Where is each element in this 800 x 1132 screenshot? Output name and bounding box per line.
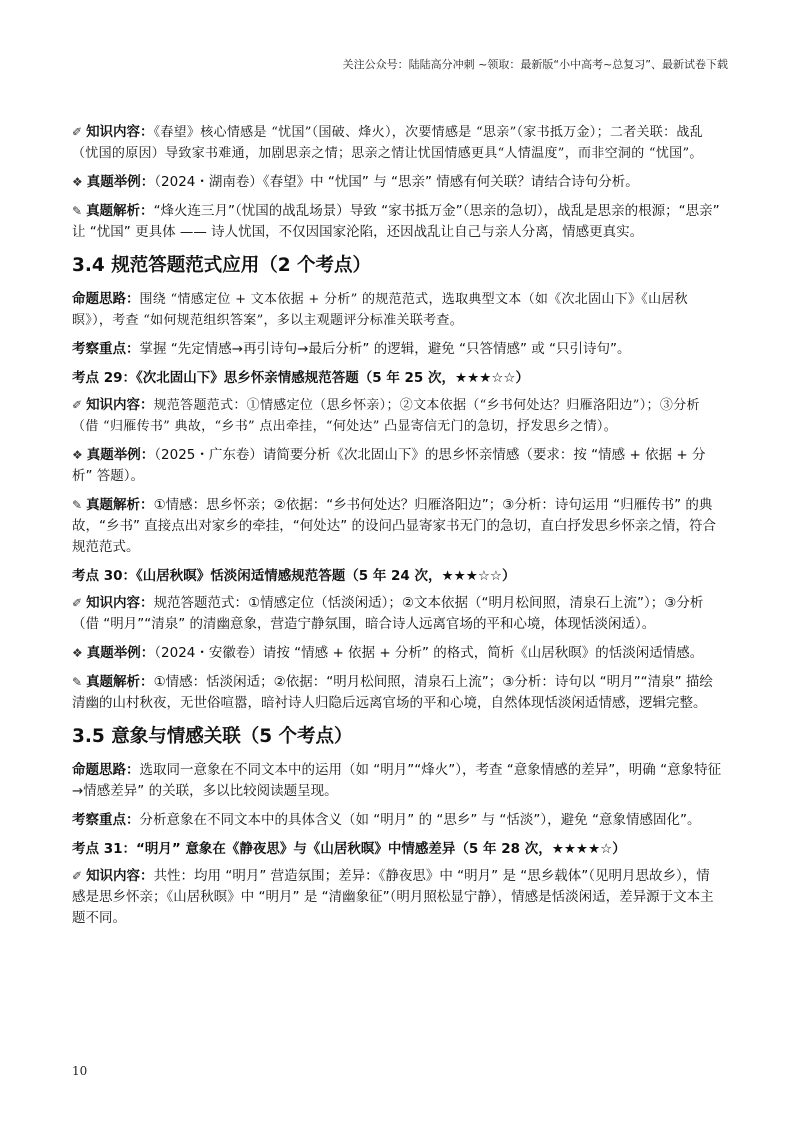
knowledge-paragraph: ✐ 知识内容：规范答题范式：①情感定位（恬淡闲适）；②文本依据（“明月松间照，清泉石上流”）；③分析（借 “明月”“清泉” 的清幽意象，营造宁静氛围，暗合诗人远离官场的平和心境，体现恬淡闲适）。 [72,595,704,632]
example-paragraph: ❖ 真题举例：（2024・湖南卷）《春望》中 “忧国” 与 “思亲” 情感有何关联？请结合诗句分析。 [72,174,639,190]
pen-icon: ✎ [72,675,83,689]
pencil-icon: ✐ [72,398,83,412]
example-paragraph: ❖ 真题举例：（2024・安徽卷）请按 “情感 + 依据 + 分析” 的格式，简析《山居秋暝》的恬淡闲适情感。 [72,645,704,661]
analysis-paragraph: ✎ 真题解析：①情感：思乡怀亲；②依据：“乡书何处达？归雁洛阳边”；③分析：诗句运用 “归雁传书” 的典故，“乡书” 直接点出对家乡的牵挂，“何处达” 的设问凸显寄家书无门的急切，直白抒发思乡怀亲之情，符合规范范式。 [72,497,717,555]
analysis-paragraph: ✎ 真题解析：“烽火连三月”（忧国的战乱场景）导致 “家书抵万金”（思亲的急切），战乱是思亲的根源；“思亲” 让 “忧国” 更具体 —— 诗人忧国，不仅因国家沦陷，还因战乱让自己与亲人分离，情感更真实。 [72,203,720,240]
knowledge-paragraph: ✐ 知识内容：共性：均用 “明月” 营造氛围；差异：《静夜思》中 “明月” 是 “思乡载体”（见明月思故乡），情感是思乡怀亲；《山居秋暝》中 “明月” 是 “清幽象征”（明月照松显宁静），情感是恬淡闲适，差异源于文本主题不同。 [72,868,714,926]
pen-icon: ✎ [72,498,83,512]
thinking-paragraph: 命题思路：围绕 “情感定位 + 文本依据 + 分析” 的规范范式，选取典型文本（如《次北固山下》《山居秋暝》），考查 “如何规范组织答案”，多以主观题评分标准关联考查。 [72,291,688,328]
pencil-icon: ✐ [72,869,83,883]
example-paragraph: ❖ 真题举例：（2025・广东卷）请简要分析《次北固山下》的思乡怀亲情感（要求：按 “情感 + 依据 + 分析” 答题）。 [72,447,706,484]
knowledge-paragraph: ✐ 知识内容：规范答题范式：①情感定位（思乡怀亲）；②文本依据（“乡书何处达？归雁洛阳边”）；③分析（借 “归雁传书” 典故，“乡书” 点出牵挂，“何处达” 凸显寄信无门的急切，抒发思乡之情）。 [72,397,700,434]
point-title-29: 考点 29：《次北固山下》思乡怀亲情感规范答题（5 年 25 次，★★★☆☆） [72,370,530,386]
focus-paragraph: 考察重点：分析意象在不同文本中的具体含义（如 “明月” 的 “思乡” 与 “恬淡”），避免 “意象情感固化”。 [72,812,701,828]
point-title-31: 考点 31：“明月” 意象在《静夜思》与《山居秋暝》中情感差异（5 年 28 次，★★★★☆） [72,841,626,857]
section-title-3-5: 3.5 意象与情感关联（5 个考点） [72,726,353,747]
diamond-bullet-icon: ❖ [72,448,83,462]
section-title-3-4: 3.4 规范答题范式应用（2 个考点） [72,255,372,276]
page-number: 10 [72,1064,88,1078]
pen-icon: ✎ [72,204,83,218]
point-title-30: 考点 30：《山居秋暝》恬淡闲适情感规范答题（5 年 24 次，★★★☆☆） [72,568,516,584]
thinking-paragraph: 命题思路：选取同一意象在不同文本中的运用（如 “明月”“烽火”），考查 “意象情感的差异”，明确 “意象特征→情感差异” 的关联，多以比较阅读题呈现。 [72,762,722,799]
diamond-bullet-icon: ❖ [72,646,83,660]
page-header: 关注公众号：陆陆高分冲刺 ~领取：最新版“小中高考~总复习”、最新试卷下载 [342,58,728,71]
analysis-paragraph: ✎ 真题解析：①情感：恬淡闲适；②依据：“明月松间照，清泉石上流”；③分析：诗句以 “明月”“清泉” 描绘清幽的山村秋夜，无世俗喧嚣，暗衬诗人归隐后远离官场的平和心境，自然体现恬淡闲适情感，逻辑完整。 [72,674,713,711]
knowledge-paragraph: ✐ 知识内容：《春望》核心情感是 “忧国”（国破、烽火），次要情感是 “思亲”（家书抵万金）；二者关联：战乱（忧国的原因）导致家书难通，加剧思亲之情；思亲之情让忧国情感更具“人情温度”，而非空洞的 “忧国”。 [72,124,704,161]
pencil-icon: ✐ [72,125,83,139]
main-content [72,122,722,937]
pencil-icon: ✐ [72,596,83,610]
focus-paragraph: 考察重点：掌握 “先定情感→再引诗句→最后分析” 的逻辑，避免 “只答情感” 或 “只引诗句”。 [72,341,631,357]
diamond-bullet-icon: ❖ [72,175,83,189]
